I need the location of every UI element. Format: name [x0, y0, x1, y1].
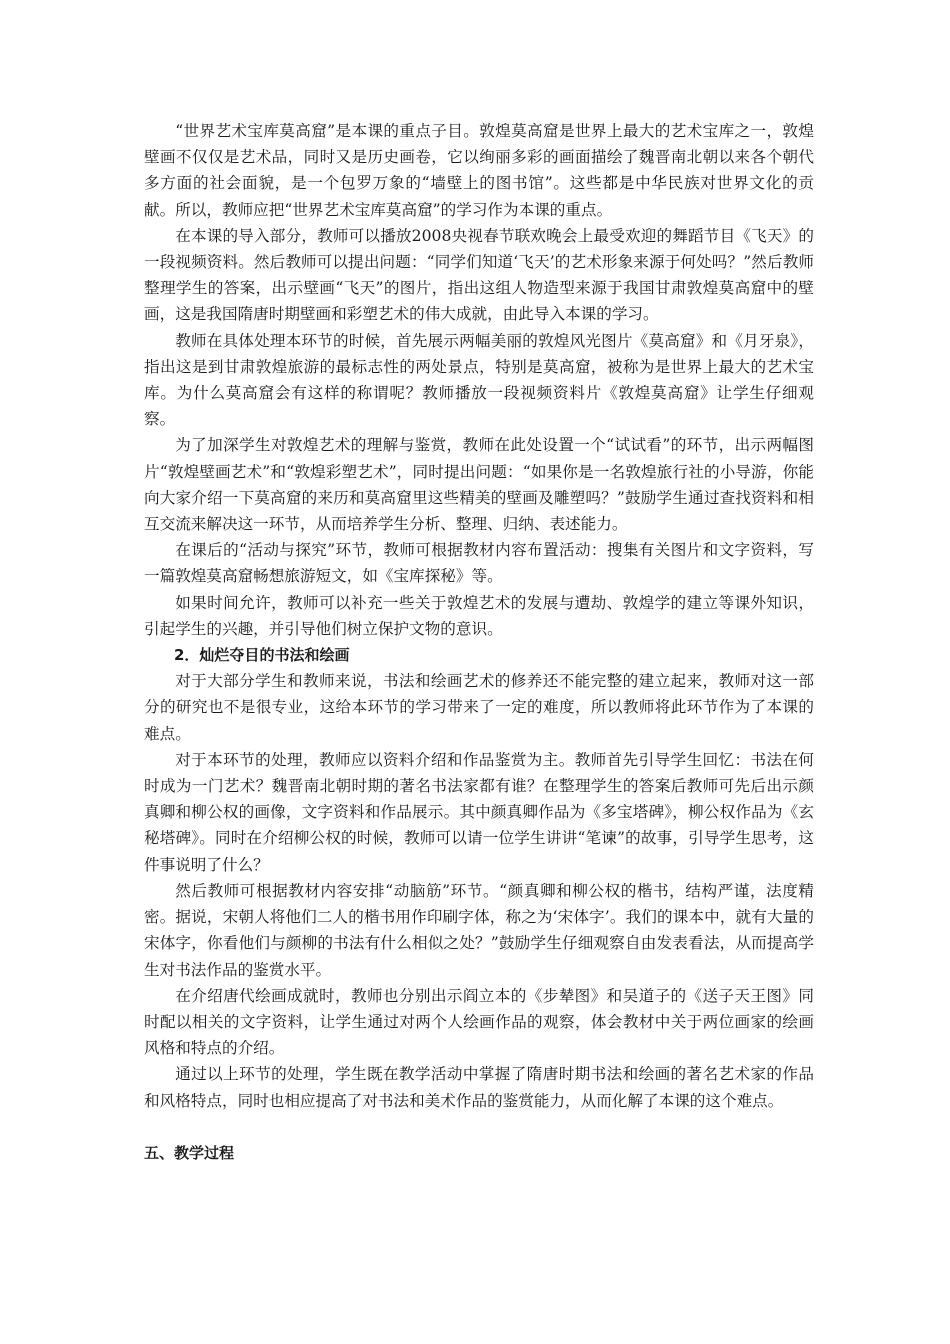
paragraph-activity-explore: 在课后的“活动与探究”环节，教师可根据教材内容布置活动：搜集有关图片和文字资料，写一篇敦煌莫高窟畅想旅游短文，如《宝库探秘》等。	[144, 541, 814, 586]
subheading-calligraphy-painting: 2．灿烂夺目的书法和绘画	[174, 646, 350, 665]
section-heading-teaching-process: 五、教学过程	[144, 1143, 235, 1162]
paragraph-think-about-it: 然后教师可根据教材内容安排“动脑筋”环节。“颜真卿和柳公权的楷书，结构严谨，法度精密。据说，宋朝人将他们二人的楷书用作印刷字体，称之为‘宋体字’。我们的课本中，就有大量的宋体字，你看他们与颜柳的书法有什么相似之处？”鼓励学生仔细观察自由发表看法，从而提高学生对书法作品的鉴赏水平。	[144, 881, 814, 979]
paragraph-dunhuang-scenery: 教师在具体处理本环节的时候，首先展示两幅美丽的敦煌风光图片《莫高窟》和《月牙泉》，指出这是到甘肃敦煌旅游的最标志性的两处景点，特别是莫高窟，被称为是世界上最大的艺术宝库。为什么莫高窟会有这样的称谓呢？教师播放一段视频资料片《敦煌莫高窟》让学生仔细观察。	[144, 331, 814, 429]
paragraph-difficulty: 对于大部分学生和教师来说，书法和绘画艺术的修养还不能完整的建立起来，教师对这一部分的研究也不是很专业，这给本环节的学习带来了一定的难度，所以教师将此环节作为了本课的难点。	[144, 672, 814, 743]
paragraph-mogao-key-point: “世界艺术宝库莫高窟”是本课的重点子目。敦煌莫高窟是世界上最大的艺术宝库之一，敦煌壁画不仅仅是艺术品，同时又是历史画卷，它以绚丽多彩的画面描绘了魏晋南北朝以来各个朝代多方面的社会面貌，是一个包罗万象的“墙壁上的图书馆”。这些都是中华民族对世界文化的贡献。所以，教师应把“世界艺术宝库莫高窟”的学习作为本课的重点。	[144, 122, 814, 219]
paragraph-introduction-feitian: 在本课的导入部分，教师可以播放2008央视春节联欢晚会上最受欢迎的舞蹈节目《飞天》的一段视频资料。然后教师可以提出问题：“同学们知道‘飞天’的艺术形象来源于何处吗？”然后教师整理学生的答案，出示壁画“飞天”的图片，指出这组人物造型来源于我国甘肃敦煌莫高窟中的壁画，这是我国隋唐时期壁画和彩塑艺术的伟大成就，由此导入本课的学习。	[144, 226, 814, 324]
document-page	[144, 118, 814, 1166]
paragraph-calligraphy-handling: 对于本环节的处理，教师应以资料介绍和作品鉴赏为主。教师首先引导学生回忆：书法在何时成为一门艺术？魏晋南北朝时期的著名书法家都有谁？在整理学生的答案后教师可先后出示颜真卿和柳公权的画像，文字资料和作品展示。其中颜真卿作品为《多宝塔碑》，柳公权作品为《玄秘塔碑》。同时在介绍柳公权的时候，教师可以请一位学生讲讲“笔谏”的故事，引导学生思考，这件事说明了什么？	[144, 750, 814, 874]
paragraph-summary: 通过以上环节的处理，学生既在教学活动中掌握了隋唐时期书法和绘画的著名艺术家的作品和风格特点，同时也相应提高了对书法和美术作品的鉴赏能力，从而化解了本课的这个难点。	[144, 1065, 814, 1110]
paragraph-tang-painting: 在介绍唐代绘画成就时，教师也分别出示阎立本的《步辇图》和吴道子的《送子天王图》同时配以相关的文字资料，让学生通过对两个人绘画作品的观察，体会教材中关于两位画家的绘画风格和特点的介绍。	[144, 986, 814, 1058]
paragraph-extra-knowledge: 如果时间允许，教师可以补充一些关于敦煌艺术的发展与遭劫、敦煌学的建立等课外知识，引起学生的兴趣，并引导他们树立保护文物的意识。	[144, 593, 814, 638]
paragraph-try-it: 为了加深学生对敦煌艺术的理解与鉴赏，教师在此处设置一个“试试看”的环节，出示两幅图片“敦煌壁画艺术”和“敦煌彩塑艺术”，同时提出问题：“如果你是一名敦煌旅行社的小导游，你能向大家介绍一下莫高窟的来历和莫高窟里这些精美的壁画及雕塑吗？”鼓励学生通过查找资料和相互交流来解决这一环节，从而培养学生分析、整理、归纳、表述能力。	[144, 436, 814, 534]
